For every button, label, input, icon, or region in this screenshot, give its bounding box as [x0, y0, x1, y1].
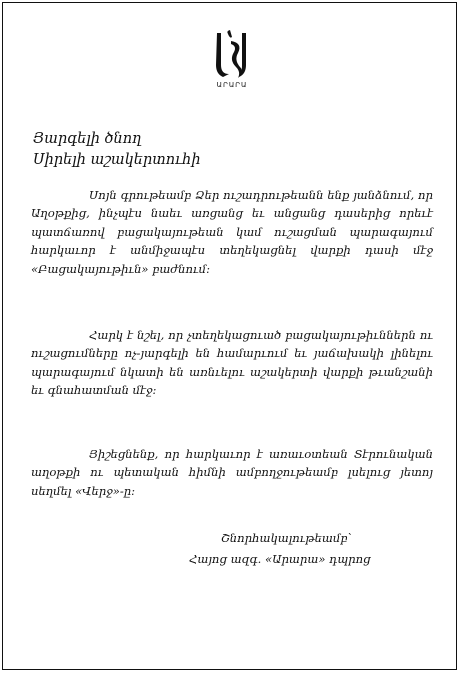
logo-text: ԱՐԱՐԱ [216, 81, 248, 89]
signature-closing: Շնորհակալութեամբ՝ [221, 531, 352, 545]
paragraph-absence-notice: Սոյն գրութեամբ Ձեր ուշադրութեանն ենք յանձնում, որ Աղօթքից, ինչպէս նաեւ առցանց եւ անցանց դասերից որեւէ պատճառով բացակայութեան կամ ուշացման պարագայում հարկաւոր է անմիջապէս տեղեկացնել վարքի դասի մէջ «Բացակայութիւն» բաժնում: [31, 188, 433, 276]
school-logo [210, 29, 254, 95]
arara-school-logo-icon [210, 29, 254, 81]
document-page [2, 2, 457, 670]
greeting-student: Սիրելի աշակերտուհի [33, 152, 201, 168]
paragraph-morning-reminder: Յիշեցնենք, որ հարկաւոր է առաւօտեան Տէրունական աղօթքի ու պետական հիմնի ամբողջութեամբ լսելուց յետոյ սեղմել «Վերջ»-ը: [31, 447, 433, 498]
paragraph-unexcused-absences: Հարկ է նշել, որ չտեղեկացուած բացակայութիւններն ու ուշացումները ոչ-յարգելի են համարւում եւ յաճախակի լինելու պարագայում նկատի են առնւելու աշակերտի վարքի թւանշանի եւ գնահատման մէջ: [31, 328, 433, 398]
signature-school: Հայոց ազգ. «Արարա» դպրոց [189, 552, 371, 566]
greeting-parent: Յարգելի ծնող [33, 131, 142, 147]
